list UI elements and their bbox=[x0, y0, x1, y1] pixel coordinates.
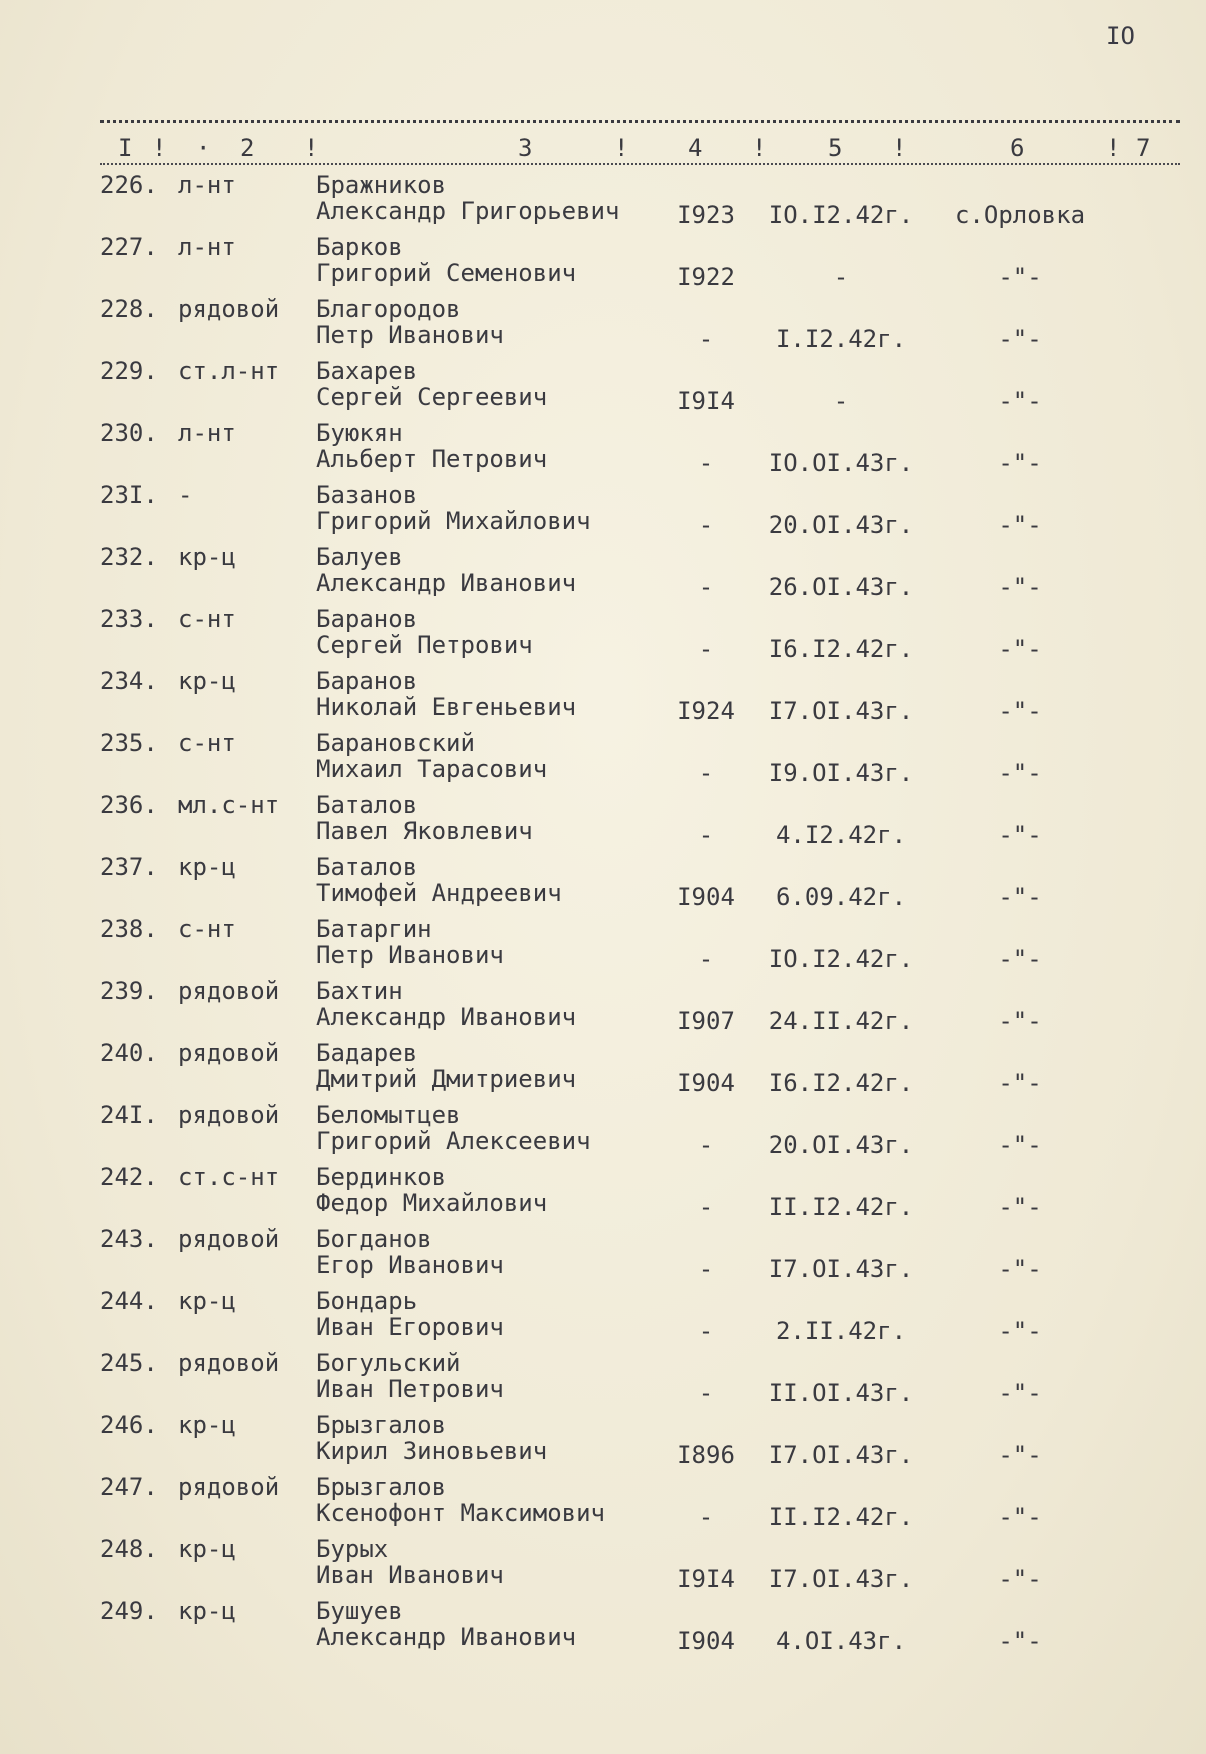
given-name: Сергей Петрович bbox=[316, 631, 533, 659]
row-number: 229. bbox=[100, 357, 158, 385]
birth-year: I922 bbox=[677, 263, 735, 291]
rank: кр-ц bbox=[178, 1287, 236, 1315]
column-header-2: 2 bbox=[240, 134, 255, 162]
given-name: Петр Иванович bbox=[316, 321, 504, 349]
date: I6.I2.42г. bbox=[768, 635, 914, 663]
date: I.I2.42г. bbox=[775, 325, 907, 353]
given-name: Федор Михайлович bbox=[316, 1189, 548, 1217]
column-header-7: 7 bbox=[1136, 134, 1151, 162]
table-row bbox=[0, 1040, 1206, 1102]
column-separator: ! bbox=[304, 134, 319, 162]
rank: кр-ц bbox=[178, 1597, 236, 1625]
birth-year: - bbox=[698, 635, 714, 663]
table-row bbox=[0, 916, 1206, 978]
row-number: 238. bbox=[100, 915, 158, 943]
surname: Базанов bbox=[316, 481, 418, 509]
column-separator: ! bbox=[892, 134, 907, 162]
place: -"- bbox=[998, 263, 1042, 291]
birth-year: - bbox=[698, 1193, 714, 1221]
column-separator: ! bbox=[152, 134, 167, 162]
column-separator: ! bbox=[752, 134, 767, 162]
birth-year: - bbox=[698, 511, 714, 539]
rank: рядовой bbox=[178, 1101, 280, 1129]
birth-year: - bbox=[698, 573, 714, 601]
surname: Брызгалов bbox=[316, 1411, 447, 1439]
date: II.I2.42г. bbox=[768, 1193, 914, 1221]
column-header-3: 3 bbox=[518, 134, 533, 162]
rank: рядовой bbox=[178, 295, 280, 323]
table-row bbox=[0, 1412, 1206, 1474]
date: 6.09.42г. bbox=[775, 883, 907, 911]
place: -"- bbox=[998, 1627, 1042, 1655]
surname: Бахтин bbox=[316, 977, 403, 1005]
given-name: Дмитрий Дмитриевич bbox=[316, 1065, 577, 1093]
row-number: 245. bbox=[100, 1349, 158, 1377]
place: -"- bbox=[998, 821, 1042, 849]
surname: Буюкян bbox=[316, 419, 403, 447]
place: -"- bbox=[998, 1255, 1042, 1283]
surname: Бушуев bbox=[316, 1597, 403, 1625]
row-number: 243. bbox=[100, 1225, 158, 1253]
date: I7.OI.43г. bbox=[768, 1255, 914, 1283]
column-separator: ! bbox=[614, 134, 629, 162]
rank: мл.с-нт bbox=[178, 791, 280, 819]
table-row bbox=[0, 1102, 1206, 1164]
date: - bbox=[833, 263, 849, 291]
date: - bbox=[833, 387, 849, 415]
row-number: 226. bbox=[100, 171, 158, 199]
birth-year: - bbox=[698, 1255, 714, 1283]
given-name: Александр Иванович bbox=[316, 569, 577, 597]
place: -"- bbox=[998, 697, 1042, 725]
given-name: Григорий Семенович bbox=[316, 259, 577, 287]
birth-year: I904 bbox=[677, 1069, 735, 1097]
surname: Богданов bbox=[316, 1225, 432, 1253]
place: -"- bbox=[998, 635, 1042, 663]
place: -"- bbox=[998, 1565, 1042, 1593]
table-row bbox=[0, 544, 1206, 606]
date: 20.OI.43г. bbox=[768, 511, 914, 539]
birth-year: I907 bbox=[677, 1007, 735, 1035]
table-row bbox=[0, 978, 1206, 1040]
surname: Бердинков bbox=[316, 1163, 447, 1191]
rank: л-нт bbox=[178, 171, 236, 199]
surname: Благородов bbox=[316, 295, 461, 323]
row-number: 228. bbox=[100, 295, 158, 323]
place: -"- bbox=[998, 1379, 1042, 1407]
place: -"- bbox=[998, 1193, 1042, 1221]
given-name: Альберт Петрович bbox=[316, 445, 548, 473]
birth-year: - bbox=[698, 1131, 714, 1159]
birth-year: I904 bbox=[677, 883, 735, 911]
birth-year: - bbox=[698, 449, 714, 477]
rank: кр-ц bbox=[178, 543, 236, 571]
surname: Бурых bbox=[316, 1535, 389, 1563]
surname: Бадарев bbox=[316, 1039, 418, 1067]
place: -"- bbox=[998, 1317, 1042, 1345]
table-row bbox=[0, 234, 1206, 296]
row-number: 242. bbox=[100, 1163, 158, 1191]
date: 4.I2.42г. bbox=[775, 821, 907, 849]
table-row bbox=[0, 420, 1206, 482]
table-row bbox=[0, 172, 1206, 234]
row-number: 237. bbox=[100, 853, 158, 881]
date: II.I2.42г. bbox=[768, 1503, 914, 1531]
surname: Баранов bbox=[316, 667, 418, 695]
table-row bbox=[0, 854, 1206, 916]
date: IO.OI.43г. bbox=[768, 449, 914, 477]
surname: Баранов bbox=[316, 605, 418, 633]
place: -"- bbox=[998, 1131, 1042, 1159]
rank: рядовой bbox=[178, 977, 280, 1005]
place: -"- bbox=[998, 325, 1042, 353]
rank: л-нт bbox=[178, 233, 236, 261]
row-number: 24I. bbox=[100, 1101, 158, 1129]
table-row bbox=[0, 1350, 1206, 1412]
table-row bbox=[0, 730, 1206, 792]
given-name: Ксенофонт Максимович bbox=[316, 1499, 605, 1527]
column-header-6: 6 bbox=[1010, 134, 1025, 162]
row-number: 244. bbox=[100, 1287, 158, 1315]
row-number: 236. bbox=[100, 791, 158, 819]
rank: ст.л-нт bbox=[178, 357, 280, 385]
place: -"- bbox=[998, 1007, 1042, 1035]
rank: рядовой bbox=[178, 1473, 280, 1501]
rank: кр-ц bbox=[178, 667, 236, 695]
given-name: Сергей Сергеевич bbox=[316, 383, 548, 411]
birth-year: - bbox=[698, 325, 714, 353]
surname: Бахарев bbox=[316, 357, 418, 385]
table-row bbox=[0, 1288, 1206, 1350]
date: I7.OI.43г. bbox=[768, 697, 914, 725]
place: с.Орловка bbox=[954, 201, 1086, 229]
row-number: 230. bbox=[100, 419, 158, 447]
row-number: 239. bbox=[100, 977, 158, 1005]
rank: кр-ц bbox=[178, 1535, 236, 1563]
surname: Беломытцев bbox=[316, 1101, 461, 1129]
given-name: Григорий Михайлович bbox=[316, 507, 591, 535]
table-row bbox=[0, 1474, 1206, 1536]
table-row bbox=[0, 1536, 1206, 1598]
date: 4.OI.43г. bbox=[775, 1627, 907, 1655]
table-row bbox=[0, 1226, 1206, 1288]
given-name: Иван Егорович bbox=[316, 1313, 504, 1341]
given-name: Александр Григорьевич bbox=[316, 197, 620, 225]
column-separator: ! bbox=[1106, 134, 1121, 162]
date: 20.OI.43г. bbox=[768, 1131, 914, 1159]
date: II.OI.43г. bbox=[768, 1379, 914, 1407]
table-row bbox=[0, 1164, 1206, 1226]
given-name: Кирил Зиновьевич bbox=[316, 1437, 548, 1465]
date: IO.I2.42г. bbox=[768, 945, 914, 973]
date: I9.OI.43г. bbox=[768, 759, 914, 787]
birth-year: - bbox=[698, 759, 714, 787]
date: I7.OI.43г. bbox=[768, 1441, 914, 1469]
row-number: 235. bbox=[100, 729, 158, 757]
rank: ст.с-нт bbox=[178, 1163, 280, 1191]
surname: Батаргин bbox=[316, 915, 432, 943]
surname: Балуев bbox=[316, 543, 403, 571]
row-number: 232. bbox=[100, 543, 158, 571]
surname: Брызгалов bbox=[316, 1473, 447, 1501]
given-name: Александр Иванович bbox=[316, 1623, 577, 1651]
rank: с-нт bbox=[178, 915, 236, 943]
table-row bbox=[0, 482, 1206, 544]
top-rule bbox=[100, 120, 1180, 123]
surname: Богульский bbox=[316, 1349, 461, 1377]
surname: Барановский bbox=[316, 729, 475, 757]
birth-year: I923 bbox=[677, 201, 735, 229]
birth-year: I904 bbox=[677, 1627, 735, 1655]
header-rule bbox=[100, 163, 1180, 165]
rank: л-нт bbox=[178, 419, 236, 447]
rank: с-нт bbox=[178, 605, 236, 633]
birth-year: I9I4 bbox=[677, 387, 735, 415]
row-number: 227. bbox=[100, 233, 158, 261]
rank: кр-ц bbox=[178, 853, 236, 881]
birth-year: I924 bbox=[677, 697, 735, 725]
date: 26.OI.43г. bbox=[768, 573, 914, 601]
given-name: Петр Иванович bbox=[316, 941, 504, 969]
given-name: Григорий Алексеевич bbox=[316, 1127, 591, 1155]
page-number: IO bbox=[1106, 22, 1135, 50]
row-number: 246. bbox=[100, 1411, 158, 1439]
column-header-4: 4 bbox=[688, 134, 703, 162]
rank: рядовой bbox=[178, 1349, 280, 1377]
rank: рядовой bbox=[178, 1225, 280, 1253]
row-number: 233. bbox=[100, 605, 158, 633]
rank: кр-ц bbox=[178, 1411, 236, 1439]
place: -"- bbox=[998, 883, 1042, 911]
column-header-dot: · bbox=[196, 134, 211, 162]
table-row bbox=[0, 668, 1206, 730]
row-number: 23I. bbox=[100, 481, 158, 509]
surname: Барков bbox=[316, 233, 403, 261]
place: -"- bbox=[998, 1503, 1042, 1531]
birth-year: - bbox=[698, 1503, 714, 1531]
column-header-1: I bbox=[118, 134, 133, 162]
place: -"- bbox=[998, 449, 1042, 477]
given-name: Иван Петрович bbox=[316, 1375, 504, 1403]
row-number: 234. bbox=[100, 667, 158, 695]
place: -"- bbox=[998, 387, 1042, 415]
column-header-5: 5 bbox=[828, 134, 843, 162]
row-number: 240. bbox=[100, 1039, 158, 1067]
given-name: Иван Иванович bbox=[316, 1561, 504, 1589]
birth-year: - bbox=[698, 1317, 714, 1345]
birth-year: I9I4 bbox=[677, 1565, 735, 1593]
given-name: Николай Евгеньевич bbox=[316, 693, 577, 721]
place: -"- bbox=[998, 1069, 1042, 1097]
row-number: 248. bbox=[100, 1535, 158, 1563]
rank: - bbox=[178, 481, 193, 509]
place: -"- bbox=[998, 1441, 1042, 1469]
table-row bbox=[0, 358, 1206, 420]
given-name: Тимофей Андреевич bbox=[316, 879, 562, 907]
surname: Бражников bbox=[316, 171, 447, 199]
surname: Баталов bbox=[316, 791, 418, 819]
rank: рядовой bbox=[178, 1039, 280, 1067]
date: I6.I2.42г. bbox=[768, 1069, 914, 1097]
table-row bbox=[0, 606, 1206, 668]
table-row bbox=[0, 1598, 1206, 1660]
birth-year: - bbox=[698, 1379, 714, 1407]
given-name: Михаил Тарасович bbox=[316, 755, 548, 783]
place: -"- bbox=[998, 573, 1042, 601]
place: -"- bbox=[998, 759, 1042, 787]
birth-year: - bbox=[698, 945, 714, 973]
birth-year: I896 bbox=[677, 1441, 735, 1469]
date: IO.I2.42г. bbox=[768, 201, 914, 229]
rank: с-нт bbox=[178, 729, 236, 757]
birth-year: - bbox=[698, 821, 714, 849]
place: -"- bbox=[998, 945, 1042, 973]
given-name: Павел Яковлевич bbox=[316, 817, 533, 845]
table-row bbox=[0, 792, 1206, 854]
date: I7.OI.43г. bbox=[768, 1565, 914, 1593]
row-number: 249. bbox=[100, 1597, 158, 1625]
row-number: 247. bbox=[100, 1473, 158, 1501]
column-header-row bbox=[0, 134, 1206, 164]
date: 2.II.42г. bbox=[775, 1317, 907, 1345]
given-name: Егор Иванович bbox=[316, 1251, 504, 1279]
table-row bbox=[0, 296, 1206, 358]
place: -"- bbox=[998, 511, 1042, 539]
date: 24.II.42г. bbox=[768, 1007, 914, 1035]
surname: Баталов bbox=[316, 853, 418, 881]
given-name: Александр Иванович bbox=[316, 1003, 577, 1031]
surname: Бондарь bbox=[316, 1287, 418, 1315]
